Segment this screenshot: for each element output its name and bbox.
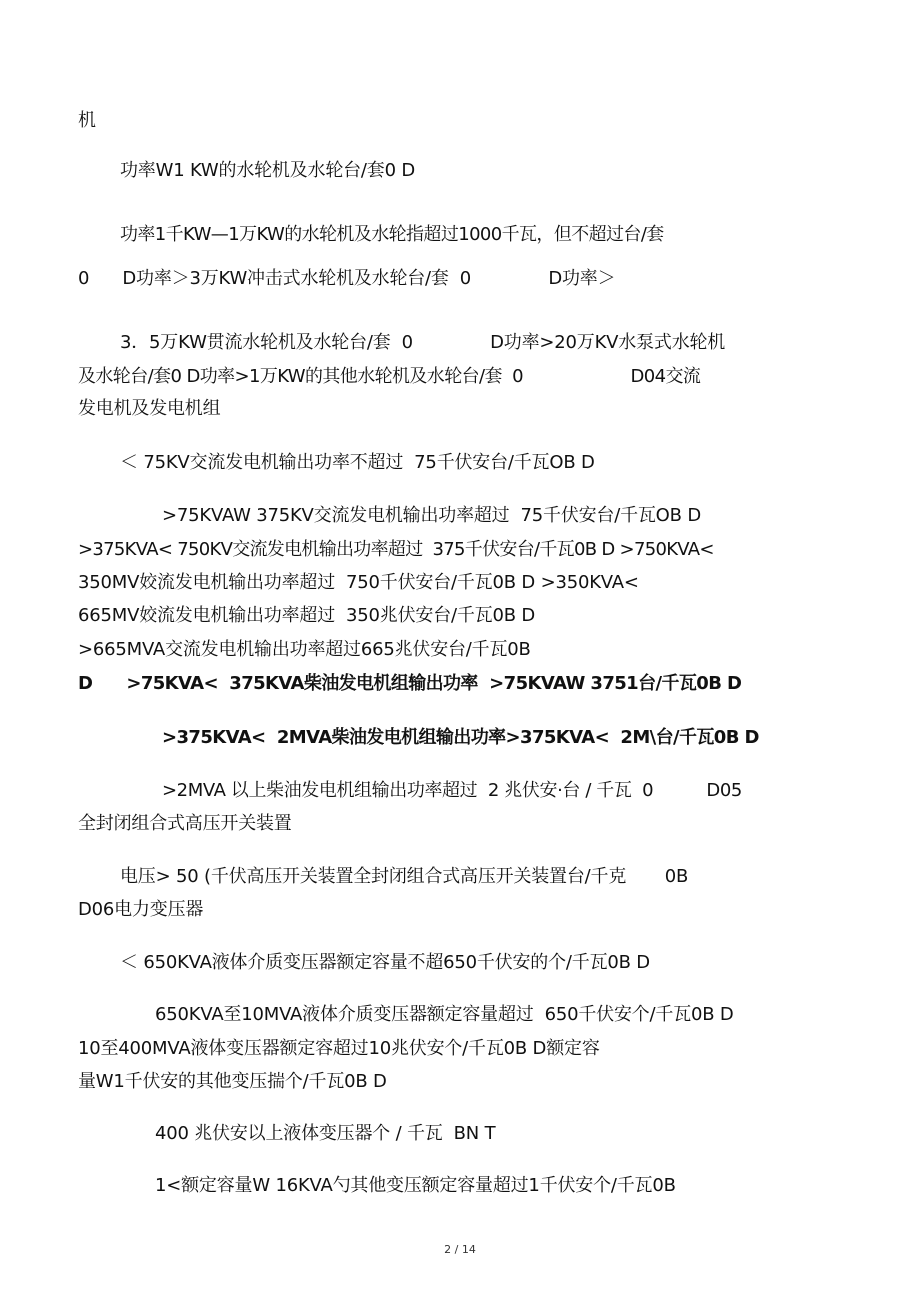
text-line: 量W1千伏安的其他变压揣个/千瓦0B D [78, 1071, 387, 1092]
text-line: 350MV姣流发电机输出功率超过 750千伏安台/千瓦0B D >350KVA< [78, 572, 639, 593]
text-line: 665MV姣流发电机输出功率超过 350兆伏安台/千瓦0B D [78, 605, 536, 626]
text-line: >375KVA< 750KV交流发电机输出功率超过 375千伏安台/千瓦0B D >750KVA< [78, 539, 714, 560]
text-line: 全封闭组合式高压开关装置 [78, 813, 292, 834]
text-line: >2MVA 以上柴油发电机组输出功率超过 2 兆伏安·台 / 千瓦 0 D05 [162, 780, 742, 801]
text-line: 650KVA至10MVA液体介质变压器额定容量超过 650千伏安个/千瓦0B D [155, 1004, 734, 1025]
text-line: ＜ 650KVA液体介质变压器额定容量不超650千伏安的个/千瓦0B D [120, 952, 650, 973]
text-line: 电压> 50 (千伏高压开关装置全封闭组合式高压开关装置台/千克 0B [120, 866, 689, 887]
text-line: >375KVA< 2MVA柴油发电机组输出功率>375KVA< 2M\台/千瓦0B D [162, 727, 759, 748]
text-line: 400 兆伏安以上液体变压器个 / 千瓦 BN T [155, 1123, 496, 1144]
text-line: >665MVA交流发电机输出功率超过665兆伏安台/千瓦0B [78, 639, 531, 660]
text-line: 1<额定容量W 16KVA勺其他变压额定容量超过1千伏安个/千瓦0B [155, 1175, 676, 1196]
text-line: 机 [78, 110, 96, 131]
page-number: 2 / 14 [444, 1243, 476, 1256]
text-line: 3．5万KW贯流水轮机及水轮台/套 0 D功率>20万KV水泵式水轮机 [120, 332, 726, 353]
text-line: 功率1千KW—1万KW的水轮机及水轮指超过1000千瓦，但不超过台/套 [120, 224, 664, 245]
text-line: 发电机及发电机组 [78, 398, 221, 419]
text-line: 功率W1 KW的水轮机及水轮台/套0 D [120, 160, 416, 181]
text-line: 10至400MVA液体变压器额定容超过10兆伏安个/千瓦0B D额定容 [78, 1038, 600, 1059]
text-line: D >75KVA< 375KVA柴油发电机组输出功率 >75KVAW 3751台/千瓦0B D [78, 673, 742, 694]
text-line: 0 D功率＞3万KW冲击式水轮机及水轮台/套 0 D功率＞ [78, 268, 616, 289]
text-line: D06电力变压器 [78, 899, 204, 920]
text-line: ＜ 75KV交流发电机输出功率不超过 75千伏安台/千瓦OB D [120, 452, 595, 473]
text-line: >75KVAW 375KV交流发电机输出功率超过 75千伏安台/千瓦OB D [162, 505, 701, 526]
text-line: 及水轮台/套0 D功率>1万KW的其他水轮机及水轮台/套 0 D04交流 [78, 366, 701, 387]
